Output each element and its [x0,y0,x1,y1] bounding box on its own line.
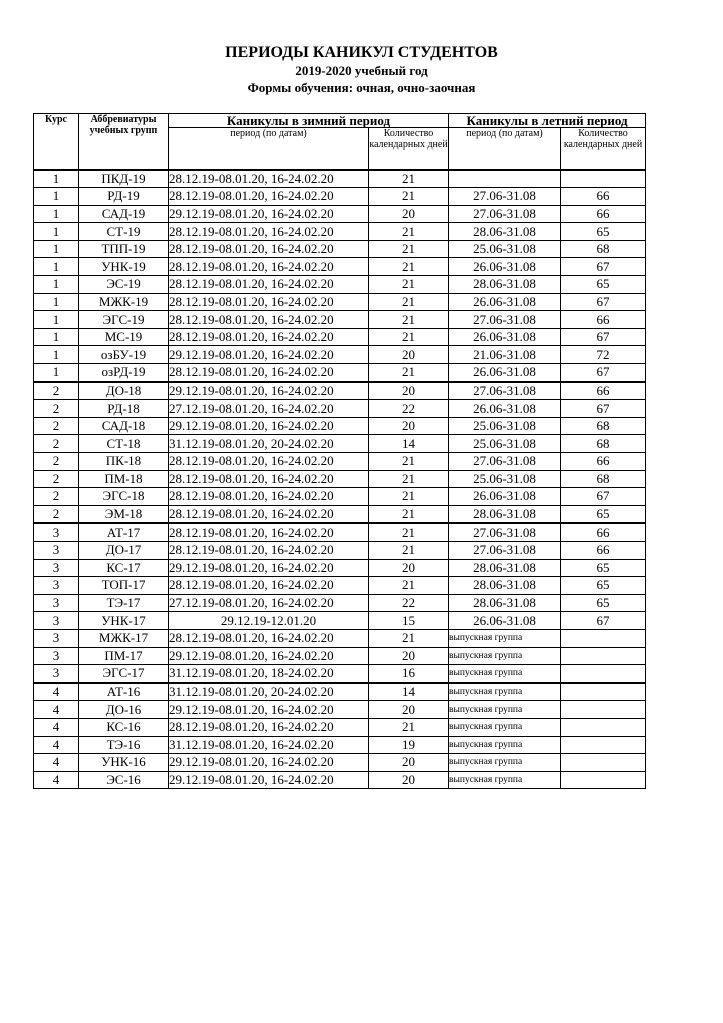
winter-days-cell: 21 [369,629,449,647]
course-cell: 2 [34,400,79,418]
table-row [34,293,646,311]
winter-period-cell: 27.12.19-08.01.20, 16-24.02.20 [169,400,369,418]
winter-period-cell: 31.12.19-08.01.20, 16-24.02.20 [169,736,369,754]
summer-days-cell: 66 [561,188,646,206]
course-cell: 2 [34,382,79,400]
table-row [34,328,646,346]
summer-days-cell: 65 [561,559,646,577]
winter-period-cell: 28.12.19-08.01.20, 16-24.02.20 [169,293,369,311]
winter-days-cell: 21 [369,170,449,188]
header-summer-period: период (по датам) [449,128,561,170]
group-cell: УНК-16 [79,754,169,772]
course-cell: 2 [34,505,79,523]
summer-days-cell: 68 [561,417,646,435]
course-cell: 3 [34,559,79,577]
winter-days-cell: 21 [369,276,449,294]
course-cell: 2 [34,488,79,506]
course-cell: 2 [34,453,79,471]
summer-period-cell: 26.06-31.08 [449,400,561,418]
group-cell: САД-18 [79,417,169,435]
winter-period-cell: 29.12.19-08.01.20, 16-24.02.20 [169,417,369,435]
summer-period-cell: 28.06-31.08 [449,559,561,577]
winter-days-cell: 14 [369,435,449,453]
summer-period-cell: 27.06-31.08 [449,311,561,329]
winter-days-cell: 21 [369,223,449,241]
winter-days-cell: 21 [369,258,449,276]
summer-period-cell: выпускная группа [449,647,561,665]
group-cell: ЭГС-17 [79,665,169,683]
summer-days-cell: 68 [561,470,646,488]
table-row [34,170,646,188]
course-cell: 1 [34,205,79,223]
header-winter: Каникулы в зимний период [169,114,449,128]
table-row [34,223,646,241]
course-cell: 4 [34,736,79,754]
summer-period-cell: 25.06-31.08 [449,470,561,488]
course-cell: 1 [34,328,79,346]
table-row [34,736,646,754]
winter-period-cell: 28.12.19-08.01.20, 16-24.02.20 [169,541,369,559]
summer-days-cell [561,771,646,789]
group-cell: УНК-17 [79,612,169,630]
course-cell: 4 [34,754,79,772]
course-cell: 4 [34,701,79,719]
winter-days-cell: 21 [369,240,449,258]
summer-period-cell: 26.06-31.08 [449,612,561,630]
table-row [34,205,646,223]
winter-period-cell: 31.12.19-08.01.20, 20-24.02.20 [169,435,369,453]
winter-days-cell: 16 [369,665,449,683]
summer-days-cell: 65 [561,594,646,612]
group-cell: СТ-19 [79,223,169,241]
table-row [34,541,646,559]
winter-days-cell: 20 [369,647,449,665]
winter-period-cell: 29.12.19-08.01.20, 16-24.02.20 [169,346,369,364]
winter-period-cell: 28.12.19-08.01.20, 16-24.02.20 [169,223,369,241]
summer-days-cell: 66 [561,523,646,541]
course-cell: 1 [34,223,79,241]
winter-period-cell: 29.12.19-08.01.20, 16-24.02.20 [169,559,369,577]
group-cell: АТ-17 [79,523,169,541]
summer-days-cell [561,754,646,772]
summer-days-cell [561,629,646,647]
academic-year: 2019-2020 учебный год [295,63,428,78]
table-row [34,188,646,206]
table-row [34,382,646,400]
summer-days-cell [561,647,646,665]
course-cell: 3 [34,647,79,665]
summer-days-cell: 67 [561,488,646,506]
summer-period-cell: 28.06-31.08 [449,505,561,523]
winter-period-cell: 28.12.19-08.01.20, 16-24.02.20 [169,577,369,595]
summer-period-cell: 27.06-31.08 [449,188,561,206]
table-row [34,505,646,523]
summer-period-cell: 21.06-31.08 [449,346,561,364]
summer-days-cell: 66 [561,311,646,329]
table-body [34,170,646,789]
winter-period-cell: 28.12.19-08.01.20, 16-24.02.20 [169,523,369,541]
winter-period-cell: 28.12.19-08.01.20, 16-24.02.20 [169,258,369,276]
summer-period-cell: выпускная группа [449,736,561,754]
summer-period-cell: 26.06-31.08 [449,293,561,311]
table-row [34,240,646,258]
course-cell: 1 [34,364,79,382]
summer-period-cell: 27.06-31.08 [449,541,561,559]
winter-period-cell: 31.12.19-08.01.20, 18-24.02.20 [169,665,369,683]
group-cell: МЖК-19 [79,293,169,311]
summer-period-cell: 26.06-31.08 [449,488,561,506]
summer-days-cell [561,718,646,736]
summer-period-cell: 28.06-31.08 [449,223,561,241]
summer-days-cell [561,736,646,754]
header-summer: Каникулы в летний период [449,114,646,128]
winter-period-cell: 29.12.19-08.01.20, 16-24.02.20 [169,205,369,223]
winter-days-cell: 21 [369,470,449,488]
course-cell: 3 [34,594,79,612]
course-cell: 1 [34,311,79,329]
winter-period-cell: 28.12.19-08.01.20, 16-24.02.20 [169,328,369,346]
summer-period-cell: 27.06-31.08 [449,382,561,400]
summer-period-cell: 26.06-31.08 [449,258,561,276]
winter-period-cell: 28.12.19-08.01.20, 16-24.02.20 [169,453,369,471]
course-cell: 1 [34,276,79,294]
winter-days-cell: 20 [369,771,449,789]
winter-days-cell: 19 [369,736,449,754]
group-cell: ЭС-16 [79,771,169,789]
winter-days-cell: 20 [369,754,449,772]
winter-period-cell: 29.12.19-12.01.20 [169,612,369,630]
course-cell: 4 [34,771,79,789]
summer-period-cell: выпускная группа [449,683,561,701]
winter-period-cell: 29.12.19-08.01.20, 16-24.02.20 [169,701,369,719]
course-cell: 1 [34,258,79,276]
table-row [34,470,646,488]
header-winter-period: период (по датам) [169,128,369,170]
winter-days-cell: 21 [369,328,449,346]
winter-days-cell: 20 [369,701,449,719]
group-cell: РД-18 [79,400,169,418]
course-cell: 1 [34,293,79,311]
winter-days-cell: 21 [369,488,449,506]
holiday-table [33,113,646,789]
winter-period-cell: 28.12.19-08.01.20, 16-24.02.20 [169,188,369,206]
course-cell: 1 [34,170,79,188]
group-cell: СТ-18 [79,435,169,453]
winter-days-cell: 20 [369,205,449,223]
winter-days-cell: 21 [369,505,449,523]
header-groups: Аббревиатуры учебных групп [79,114,169,170]
page-title: ПЕРИОДЫ КАНИКУЛ СТУДЕНТОВ [225,44,498,61]
summer-days-cell: 67 [561,612,646,630]
winter-days-cell: 14 [369,683,449,701]
table-row [34,647,646,665]
winter-period-cell: 28.12.19-08.01.20, 16-24.02.20 [169,629,369,647]
header-course: Курс [34,114,79,170]
course-cell: 4 [34,683,79,701]
header-summer-days: Количество календарных дней [561,128,646,170]
group-cell: САД-19 [79,205,169,223]
group-cell: МС-19 [79,328,169,346]
winter-period-cell: 27.12.19-08.01.20, 16-24.02.20 [169,594,369,612]
summer-days-cell: 66 [561,541,646,559]
table-row [34,258,646,276]
table-row [34,346,646,364]
table-row [34,559,646,577]
summer-days-cell: 67 [561,293,646,311]
study-forms: Формы обучения: очная, очно-заочная [247,80,476,95]
course-cell: 3 [34,577,79,595]
summer-period-cell: 27.06-31.08 [449,205,561,223]
winter-days-cell: 21 [369,453,449,471]
table-row [34,629,646,647]
summer-period-cell [449,170,561,188]
summer-period-cell: 25.06-31.08 [449,417,561,435]
winter-days-cell: 20 [369,346,449,364]
winter-days-cell: 15 [369,612,449,630]
summer-period-cell: 28.06-31.08 [449,577,561,595]
group-cell: ЭГС-18 [79,488,169,506]
summer-days-cell: 72 [561,346,646,364]
summer-days-cell: 66 [561,453,646,471]
course-cell: 3 [34,629,79,647]
summer-days-cell: 66 [561,205,646,223]
table-row [34,311,646,329]
winter-period-cell: 28.12.19-08.01.20, 16-24.02.20 [169,170,369,188]
table-row [34,435,646,453]
winter-days-cell: 22 [369,400,449,418]
course-cell: 3 [34,541,79,559]
course-cell: 1 [34,346,79,364]
winter-period-cell: 28.12.19-08.01.20, 16-24.02.20 [169,718,369,736]
summer-days-cell: 66 [561,382,646,400]
winter-days-cell: 21 [369,188,449,206]
course-cell: 3 [34,612,79,630]
winter-days-cell: 21 [369,523,449,541]
winter-period-cell: 28.12.19-08.01.20, 16-24.02.20 [169,505,369,523]
summer-period-cell: выпускная группа [449,629,561,647]
winter-period-cell: 29.12.19-08.01.20, 16-24.02.20 [169,382,369,400]
group-cell: ПК-18 [79,453,169,471]
table-row [34,665,646,683]
group-cell: ПКД-19 [79,170,169,188]
summer-days-cell: 65 [561,505,646,523]
summer-days-cell: 67 [561,258,646,276]
summer-days-cell: 68 [561,435,646,453]
winter-days-cell: 20 [369,417,449,435]
table-row [34,523,646,541]
table-row [34,577,646,595]
group-cell: озРД-19 [79,364,169,382]
table-row [34,718,646,736]
summer-days-cell: 65 [561,577,646,595]
table-row [34,453,646,471]
winter-days-cell: 21 [369,311,449,329]
summer-days-cell [561,683,646,701]
summer-period-cell: 28.06-31.08 [449,594,561,612]
summer-days-cell [561,665,646,683]
summer-period-cell: 25.06-31.08 [449,240,561,258]
group-cell: АТ-16 [79,683,169,701]
table-row [34,771,646,789]
group-cell: ДО-18 [79,382,169,400]
winter-days-cell: 21 [369,718,449,736]
summer-days-cell: 67 [561,328,646,346]
course-cell: 1 [34,240,79,258]
summer-period-cell: выпускная группа [449,771,561,789]
group-cell: РД-19 [79,188,169,206]
summer-period-cell: 25.06-31.08 [449,435,561,453]
summer-period-cell: выпускная группа [449,665,561,683]
group-cell: ЭМ-18 [79,505,169,523]
group-cell: ТЭ-16 [79,736,169,754]
table-row [34,612,646,630]
summer-period-cell: 26.06-31.08 [449,364,561,382]
summer-days-cell: 67 [561,400,646,418]
winter-days-cell: 21 [369,364,449,382]
winter-period-cell: 28.12.19-08.01.20, 16-24.02.20 [169,488,369,506]
header-winter-days: Количество календарных дней [369,128,449,170]
winter-days-cell: 22 [369,594,449,612]
group-cell: ДО-17 [79,541,169,559]
table-row [34,754,646,772]
group-cell: ЭС-19 [79,276,169,294]
course-cell: 3 [34,523,79,541]
summer-days-cell [561,170,646,188]
table-row [34,488,646,506]
table-row [34,364,646,382]
course-cell: 4 [34,718,79,736]
summer-days-cell: 67 [561,364,646,382]
winter-period-cell: 31.12.19-08.01.20, 20-24.02.20 [169,683,369,701]
group-cell: ПМ-17 [79,647,169,665]
summer-days-cell: 65 [561,276,646,294]
winter-days-cell: 21 [369,293,449,311]
group-cell: озБУ-19 [79,346,169,364]
table-row [34,417,646,435]
group-cell: КС-17 [79,559,169,577]
course-cell: 2 [34,435,79,453]
summer-days-cell: 65 [561,223,646,241]
summer-period-cell: выпускная группа [449,701,561,719]
summer-days-cell: 68 [561,240,646,258]
winter-period-cell: 29.12.19-08.01.20, 16-24.02.20 [169,754,369,772]
table-row [34,594,646,612]
group-cell: ПМ-18 [79,470,169,488]
course-cell: 2 [34,470,79,488]
summer-period-cell: 27.06-31.08 [449,453,561,471]
summer-period-cell: 26.06-31.08 [449,328,561,346]
group-cell: УНК-19 [79,258,169,276]
summer-period-cell: выпускная группа [449,754,561,772]
table-row [34,276,646,294]
winter-period-cell: 29.12.19-08.01.20, 16-24.02.20 [169,647,369,665]
group-cell: ЭГС-19 [79,311,169,329]
winter-days-cell: 20 [369,559,449,577]
summer-period-cell: 27.06-31.08 [449,523,561,541]
group-cell: ДО-16 [79,701,169,719]
table-row [34,400,646,418]
winter-period-cell: 28.12.19-08.01.20, 16-24.02.20 [169,364,369,382]
course-cell: 2 [34,417,79,435]
table-row [34,701,646,719]
group-cell: МЖК-17 [79,629,169,647]
winter-days-cell: 20 [369,382,449,400]
winter-days-cell: 21 [369,541,449,559]
winter-days-cell: 21 [369,577,449,595]
winter-period-cell: 29.12.19-08.01.20, 16-24.02.20 [169,771,369,789]
group-cell: ТОП-17 [79,577,169,595]
summer-days-cell [561,701,646,719]
winter-period-cell: 28.12.19-08.01.20, 16-24.02.20 [169,470,369,488]
group-cell: ТЭ-17 [79,594,169,612]
winter-period-cell: 28.12.19-08.01.20, 16-24.02.20 [169,240,369,258]
course-cell: 1 [34,188,79,206]
course-cell: 3 [34,665,79,683]
group-cell: КС-16 [79,718,169,736]
winter-period-cell: 28.12.19-08.01.20, 16-24.02.20 [169,311,369,329]
summer-period-cell: выпускная группа [449,718,561,736]
group-cell: ТПП-19 [79,240,169,258]
summer-period-cell: 28.06-31.08 [449,276,561,294]
winter-period-cell: 28.12.19-08.01.20, 16-24.02.20 [169,276,369,294]
table-row [34,683,646,701]
